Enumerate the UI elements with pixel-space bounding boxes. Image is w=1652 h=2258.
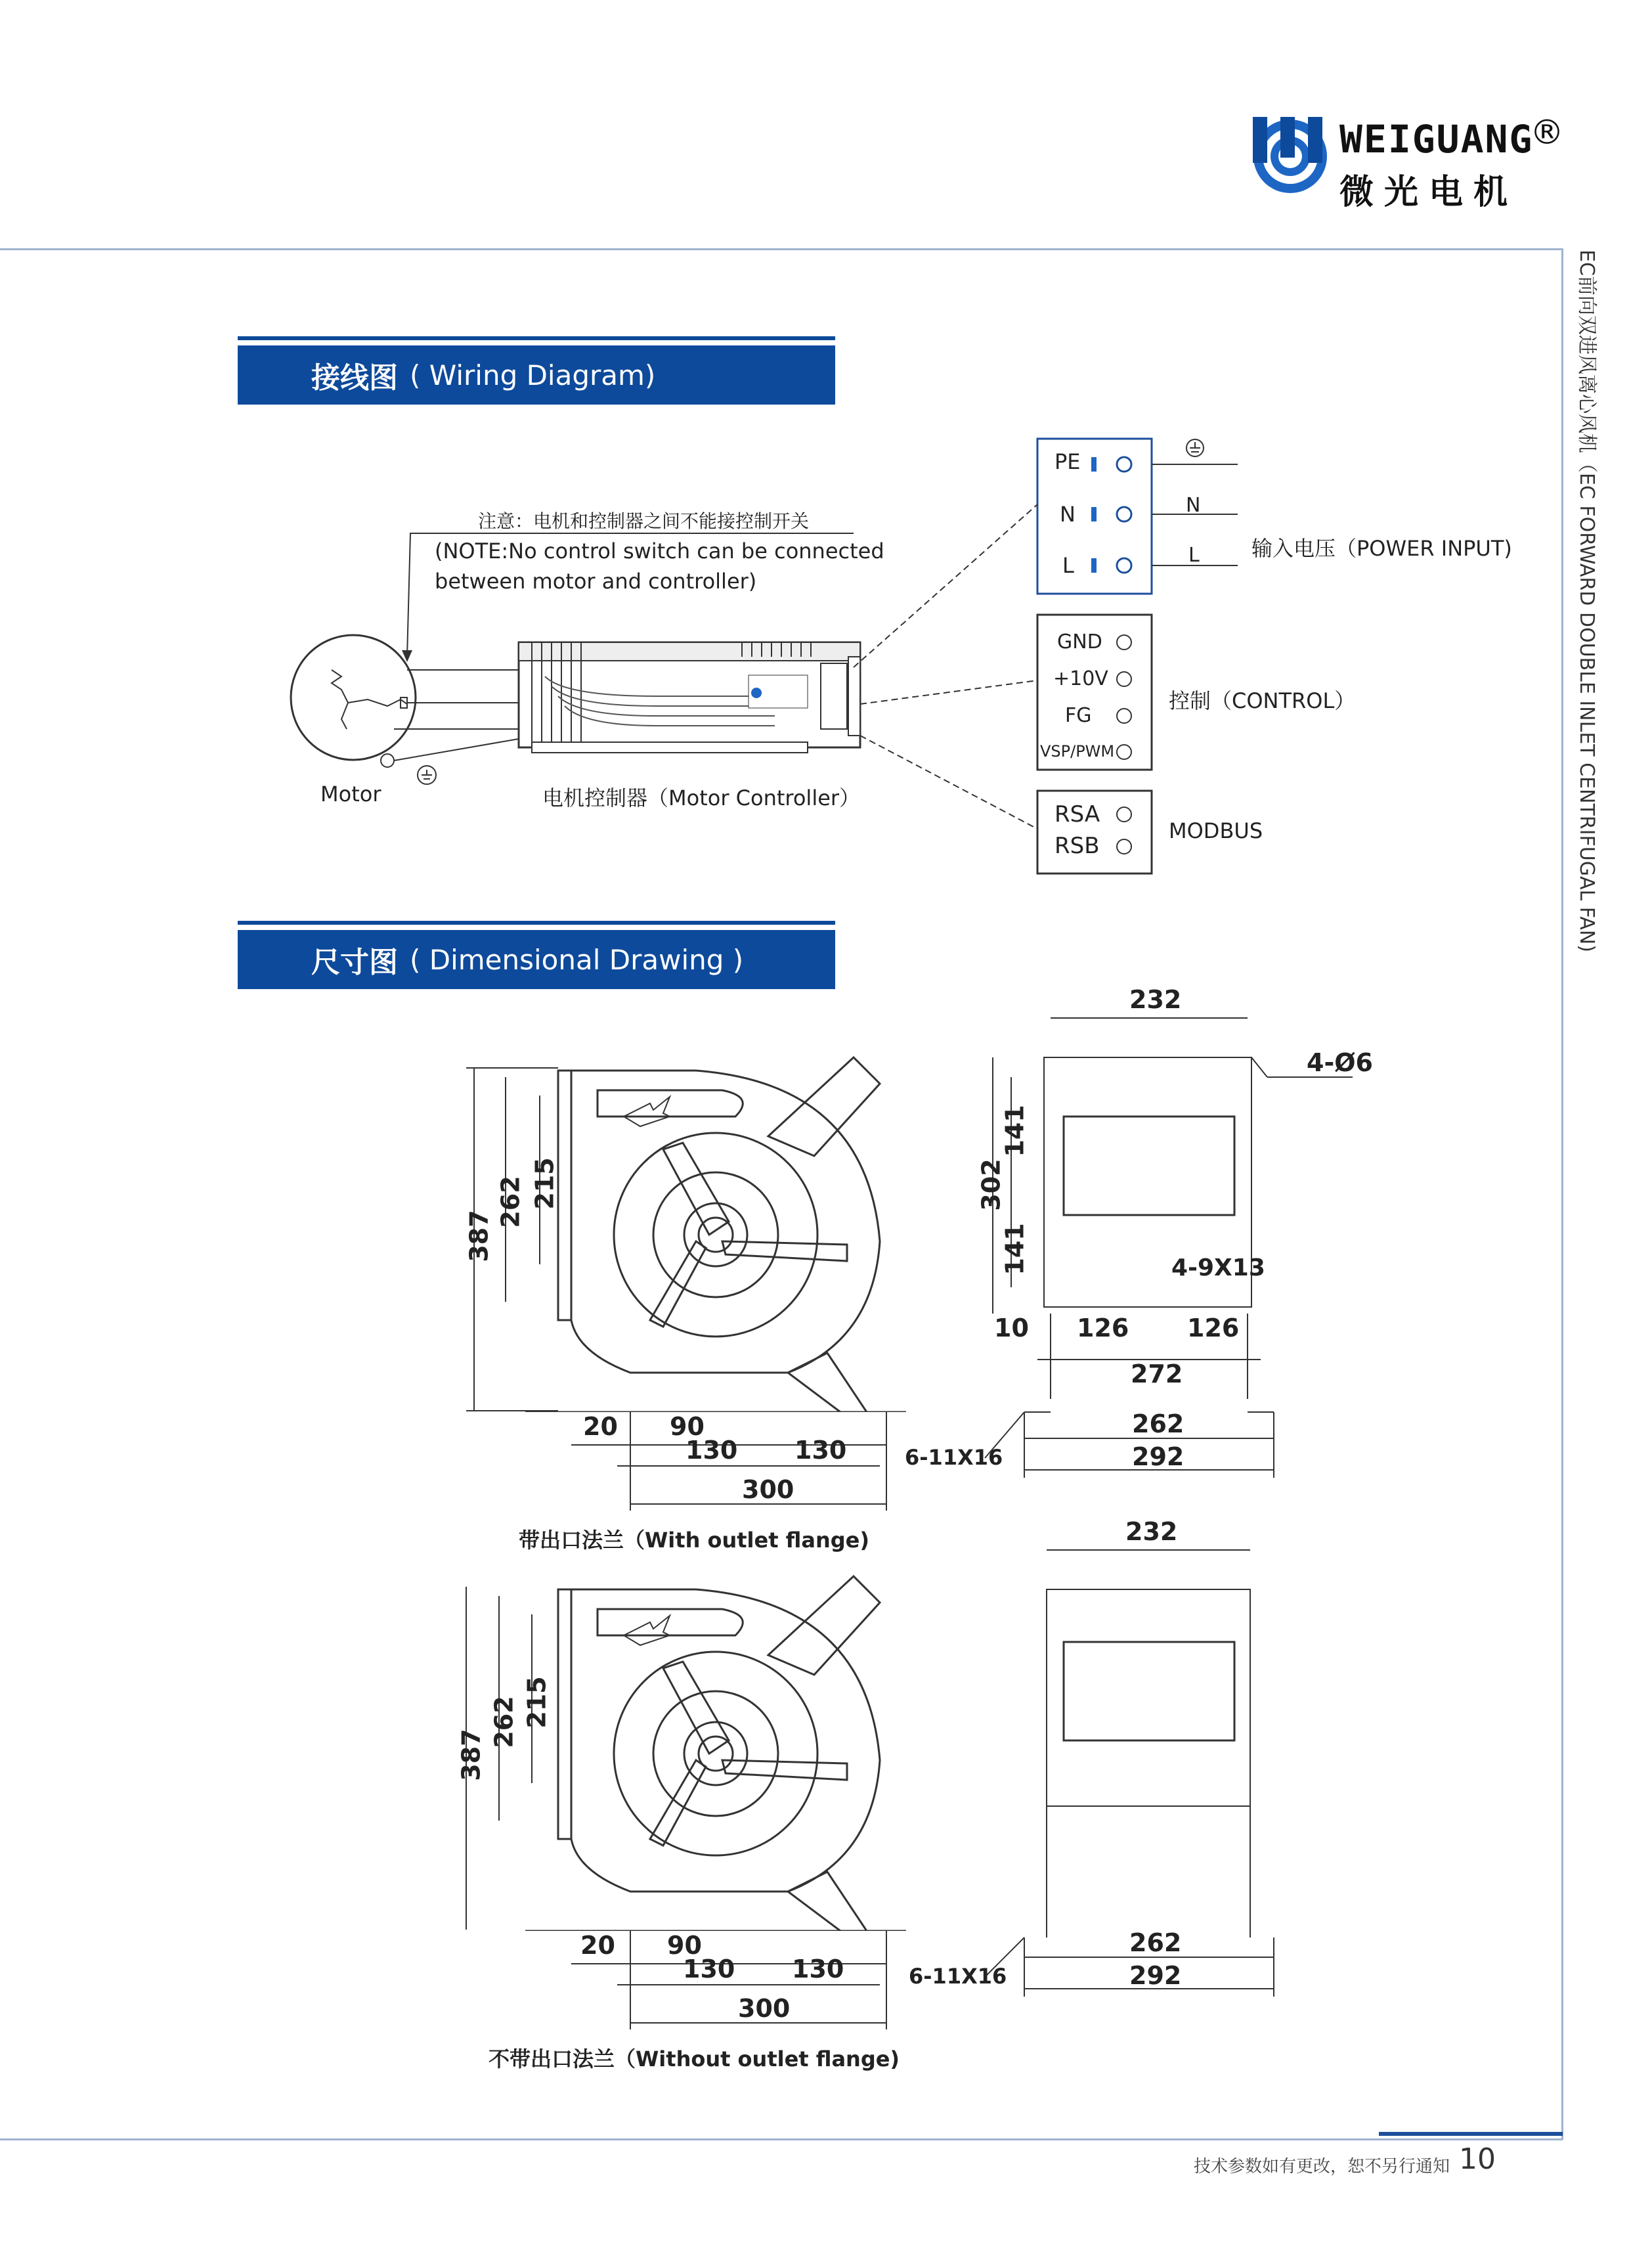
wiring-note-en-line1: (NOTE:No control switch can be connected — [435, 539, 884, 564]
terminal-10v: +10V — [1053, 667, 1108, 690]
caption-with-flange: 带出口法兰（With outlet flange) — [519, 1528, 869, 1553]
terminal-rsa: RSA — [1054, 801, 1100, 828]
registered-mark: ® — [1530, 113, 1564, 152]
side-tab-label: EC前向双进风离心风机（EC FORWARD DOUBLE INLET CENTRIFUGAL FAN) — [1575, 250, 1598, 952]
motor-label: Motor — [320, 782, 381, 807]
dim-126b: 126 — [1187, 1314, 1240, 1342]
wiring-note-en-line2: between motor and controller) — [435, 569, 757, 594]
dim-302: 302 — [976, 1159, 1006, 1211]
dim-232-a: 232 — [1129, 985, 1182, 1014]
dim-4-9x13: 4-9X13 — [1171, 1254, 1265, 1281]
dim-6-11x16-b: 6-11X16 — [909, 1964, 1007, 1989]
dim-215-b: 215 — [522, 1676, 552, 1729]
modbus-label: MODBUS — [1169, 818, 1263, 843]
dim-126a: 126 — [1077, 1314, 1129, 1342]
dim-292-a: 292 — [1132, 1442, 1185, 1471]
dim-262-d: 262 — [1129, 1928, 1182, 1957]
brand-name-zh: 微光电机 — [1339, 173, 1519, 212]
dim-141a: 141 — [1000, 1105, 1030, 1157]
terminal-gnd: GND — [1057, 631, 1102, 653]
terminal-pe: PE — [1054, 449, 1081, 474]
brand-name: WEIGUANG — [1339, 117, 1534, 162]
page-number: 10 — [1459, 2142, 1496, 2176]
dim-387-a: 387 — [464, 1210, 494, 1262]
dim-232-b: 232 — [1125, 1517, 1178, 1546]
dim-215-a: 215 — [530, 1157, 559, 1210]
dim-90-b: 90 — [667, 1931, 702, 1960]
wiring-note-zh: 注意：电机和控制器之间不能接控制开关 — [478, 510, 810, 532]
terminal-vsp-pwm: VSP/PWM — [1040, 742, 1115, 761]
terminal-l: L — [1062, 553, 1074, 578]
wiring-heading-en: ( Wiring Diagram) — [410, 359, 656, 391]
dim-20-a: 20 — [583, 1412, 618, 1441]
terminal-rsb: RSB — [1054, 833, 1100, 859]
dim-387-b: 387 — [456, 1729, 486, 1781]
dim-292-b: 292 — [1129, 1961, 1182, 1990]
terminal-fg: FG — [1065, 704, 1092, 727]
line-l-label: L — [1188, 544, 1200, 567]
dim-272: 272 — [1131, 1360, 1183, 1388]
caption-without-flange: 不带出口法兰（Without outlet flange) — [489, 2047, 900, 2071]
dim-262-b: 262 — [1132, 1409, 1185, 1438]
wiring-heading-zh: 接线图 — [311, 361, 398, 395]
dim-6-11x16-a: 6-11X16 — [905, 1445, 1003, 1470]
dim-300-b: 300 — [738, 1994, 791, 2023]
dim-130b-b: 130 — [792, 1955, 844, 1983]
dimensional-heading-en: ( Dimensional Drawing ) — [410, 943, 744, 976]
dim-130b-a: 130 — [794, 1436, 847, 1465]
dim-10: 10 — [994, 1314, 1029, 1342]
dim-262-a: 262 — [496, 1176, 525, 1228]
dim-300-a: 300 — [742, 1475, 794, 1504]
controller-label: 电机控制器（Motor Controller） — [542, 786, 861, 810]
dim-4-06: 4-Ø6 — [1307, 1048, 1373, 1077]
terminal-n: N — [1060, 502, 1076, 527]
dimensional-heading-zh: 尺寸图 — [311, 946, 398, 979]
control-label: 控制（CONTROL） — [1169, 688, 1356, 713]
dim-20-b: 20 — [580, 1931, 615, 1960]
power-input-label: 输入电压（POWER INPUT) — [1251, 536, 1512, 561]
dim-130a-a: 130 — [685, 1436, 738, 1465]
footer-note: 技术参数如有更改，恕不另行通知 — [1194, 2157, 1450, 2177]
line-n-label: N — [1186, 494, 1201, 517]
dim-90-a: 90 — [670, 1412, 705, 1441]
dim-141b: 141 — [1000, 1223, 1030, 1275]
dim-130a-b: 130 — [683, 1955, 735, 1983]
dim-262-c: 262 — [489, 1696, 519, 1748]
